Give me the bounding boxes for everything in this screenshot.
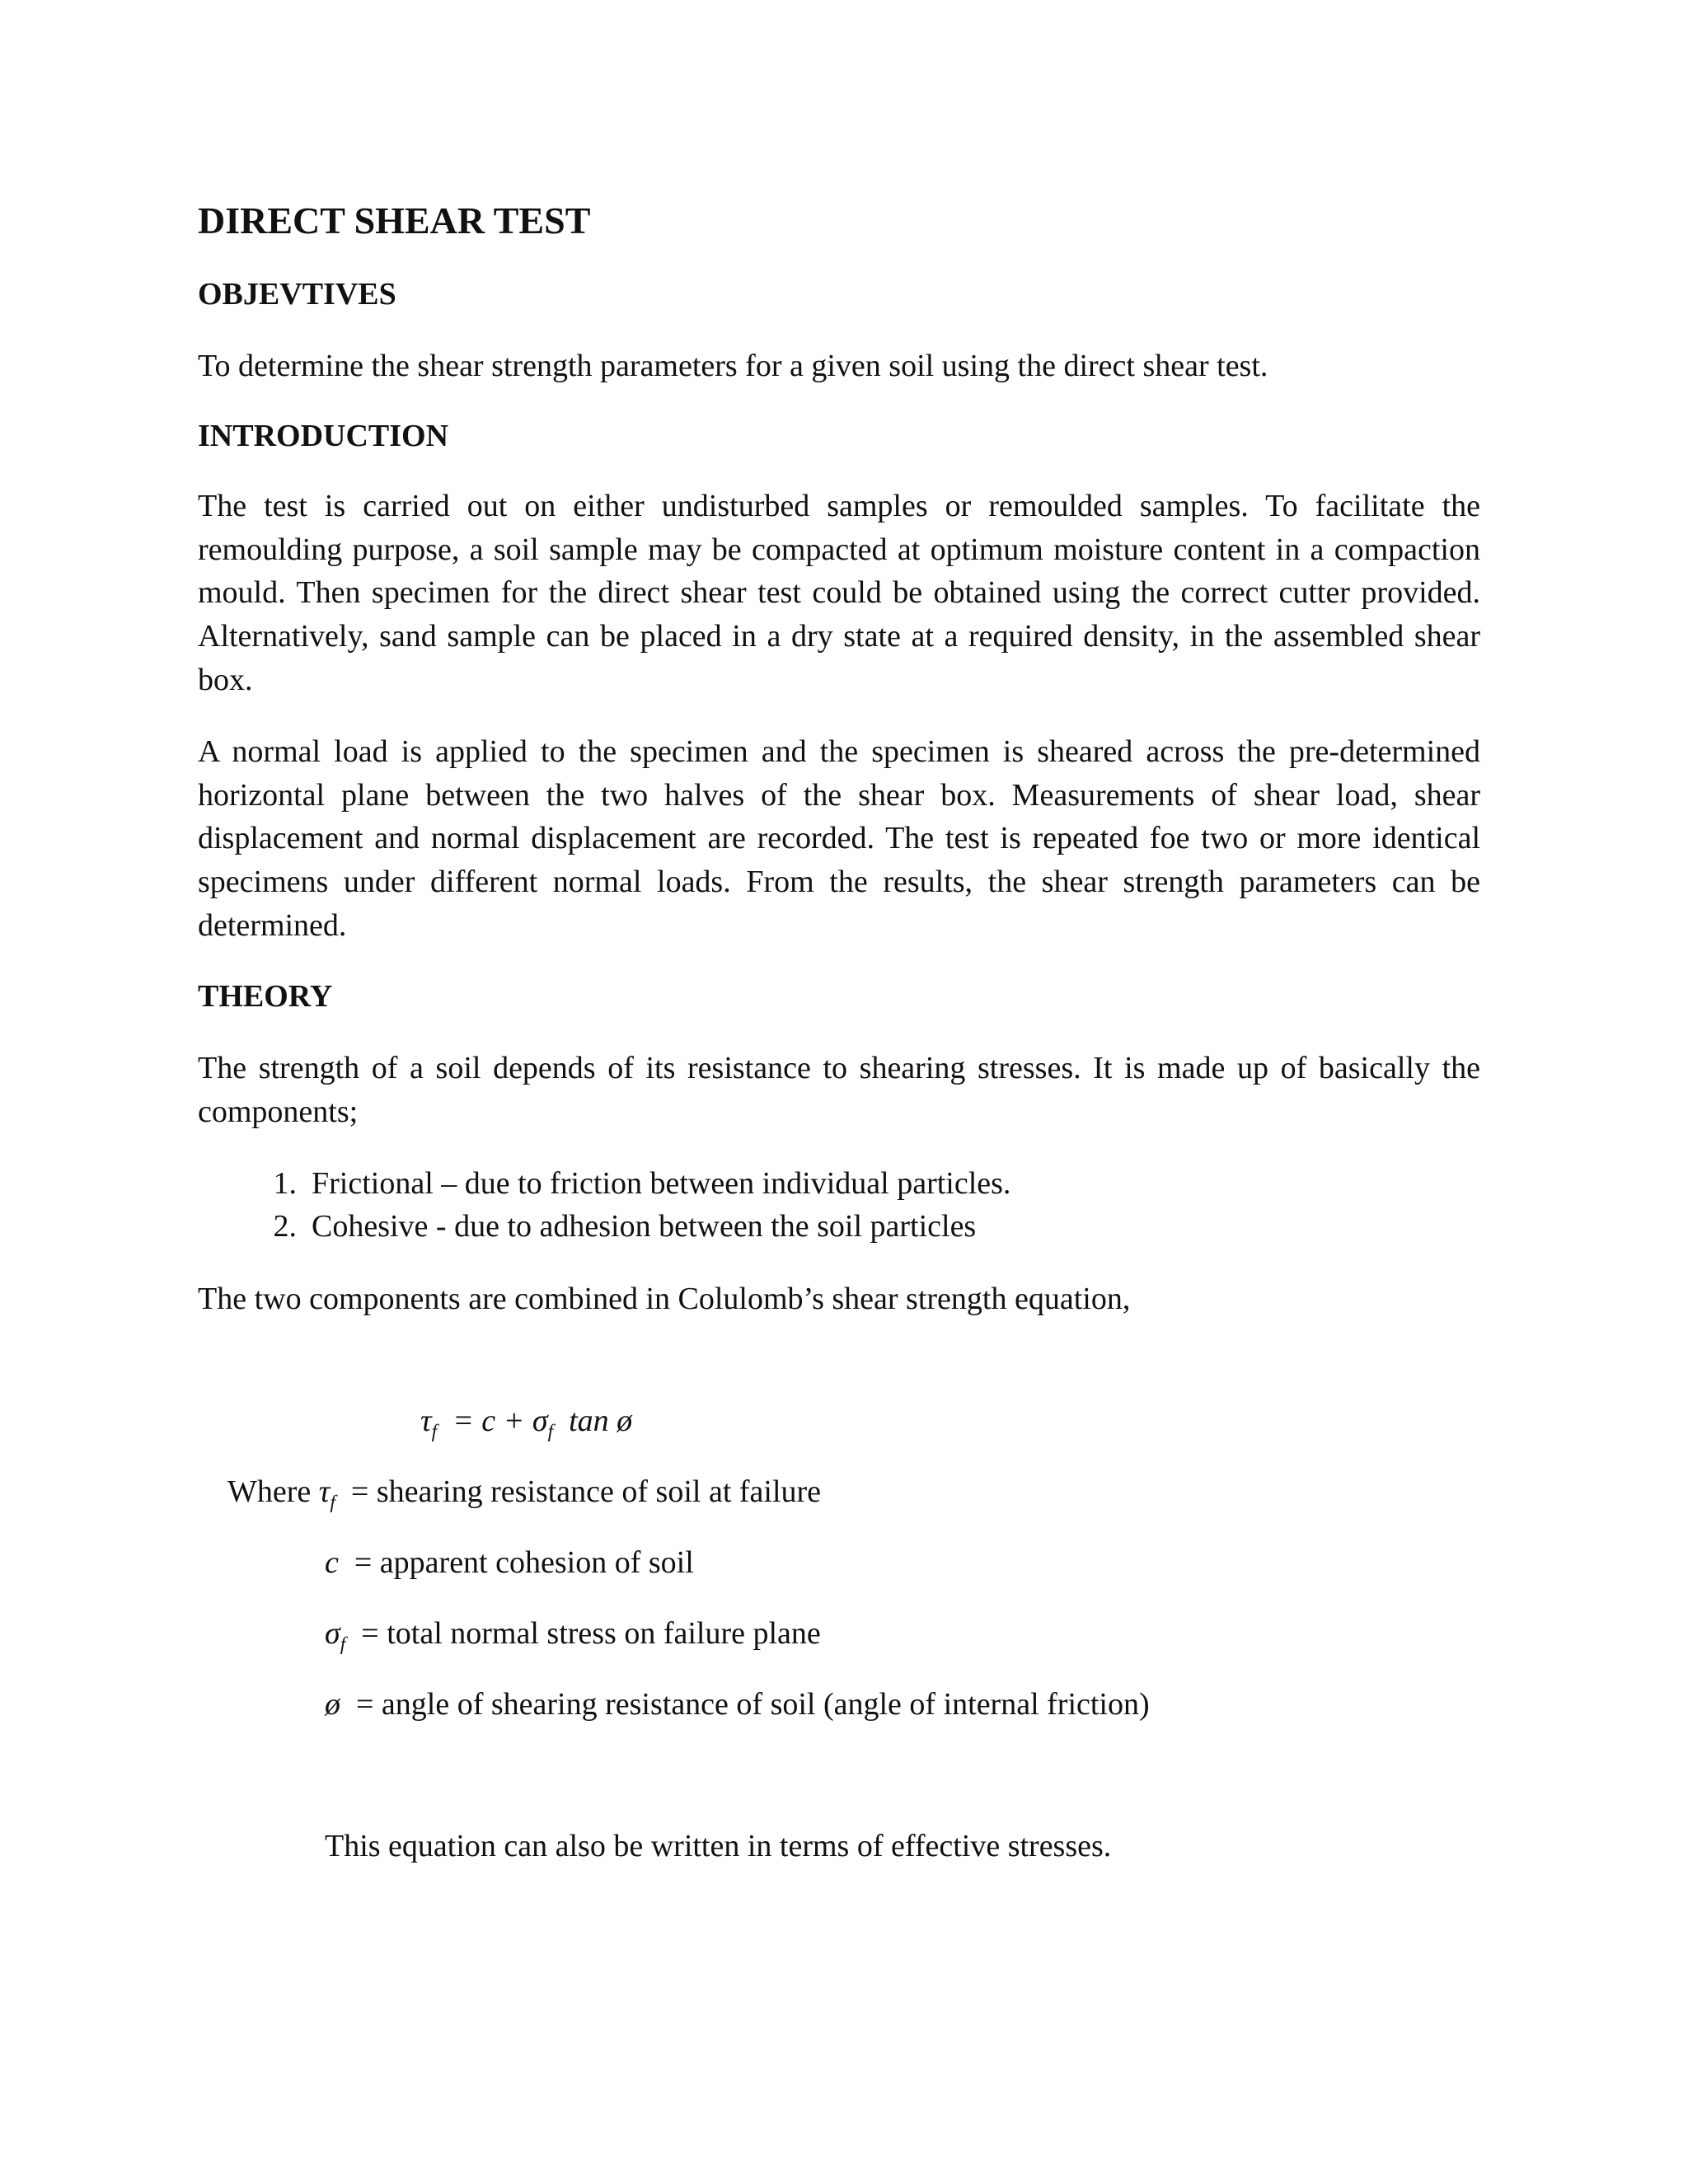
equation-middle: = c +	[452, 1404, 532, 1438]
introduction-heading: INTRODUCTION	[198, 419, 449, 453]
objectives-text: To determine the shear strength parameters for a given soil using the direct shear test.	[198, 349, 1268, 383]
equation-tau: τ	[420, 1404, 432, 1438]
list-item-text: Frictional – due to friction between individual particles.	[312, 1166, 1011, 1201]
introduction-paragraph-2	[198, 730, 1480, 948]
definition-tau	[227, 1470, 821, 1524]
theory-paragraph-1	[198, 1047, 1480, 1133]
definition-text: = angle of shearing resistance of soil (angle of internal friction)	[356, 1687, 1150, 1722]
shear-strength-equation	[420, 1399, 632, 1453]
list-item-number: 2.	[273, 1209, 297, 1244]
equation-tail: tan ø	[569, 1404, 633, 1438]
list-item-text: Cohesive - due to adhesion between the soil particles	[312, 1209, 977, 1244]
definition-symbol-subscript: f	[340, 1633, 346, 1656]
equation-sigma: σ	[532, 1404, 548, 1438]
theory-paragraph-1-text: The strength of a soil depends of its resistance to shearing stresses. It is made up of basically the components;	[198, 1051, 1480, 1129]
definition-text: = apparent cohesion of soil	[354, 1545, 694, 1580]
definition-sigma	[325, 1612, 821, 1666]
equation-sigma-subscript: f	[547, 1421, 554, 1443]
theory-closing-text: This equation can also be written in terms of effective stresses.	[325, 1829, 1112, 1863]
list-item	[239, 1162, 1010, 1205]
theory-paragraph-2: The two components are combined in Colulomb’s shear strength equation,	[198, 1282, 1131, 1316]
equation-tau-subscript: f	[431, 1421, 438, 1443]
where-label: Where	[227, 1474, 312, 1509]
components-list	[239, 1162, 1010, 1248]
definition-symbol: c	[325, 1545, 339, 1580]
introduction-paragraph-1-text: The test is carried out on either undisturbed samples or remoulded samples. To facilitate the remoulding purpose, a soil sample may be compacted at optimum moisture content in a compaction mould. Then specimen for the direct shear test could be obtained using the correct cutter provided. Alternatively, sand sample can be placed in a dry state at a required density, in the assembled shear box.	[198, 489, 1480, 697]
definition-symbol: ø	[325, 1687, 340, 1722]
theory-heading: THEORY	[198, 979, 333, 1014]
definition-symbol: τ	[318, 1474, 331, 1509]
definition-text: = shearing resistance of soil at failure	[350, 1474, 822, 1509]
definition-symbol-subscript: f	[330, 1492, 335, 1514]
definition-symbol: σ	[325, 1616, 340, 1651]
list-item-number: 1.	[273, 1166, 297, 1201]
definition-phi	[325, 1683, 1150, 1726]
list-item	[239, 1205, 1010, 1248]
introduction-paragraph-1	[198, 485, 1480, 702]
introduction-paragraph-2-text: A normal load is applied to the specimen and the specimen is sheared across the pre-determined horizontal plane between the two halves of the shear box. Measurements of shear load, shear displacement and normal displacement are recorded. The test is repeated foe two or more identical specimens under different normal loads. From the results, the shear strength parameters can be determined.	[198, 734, 1480, 943]
objectives-heading: OBJEVTIVES	[198, 277, 396, 312]
definition-text: = total normal stress on failure plane	[361, 1616, 821, 1651]
document-title: DIRECT SHEAR TEST	[198, 199, 591, 241]
definition-c	[325, 1541, 694, 1584]
